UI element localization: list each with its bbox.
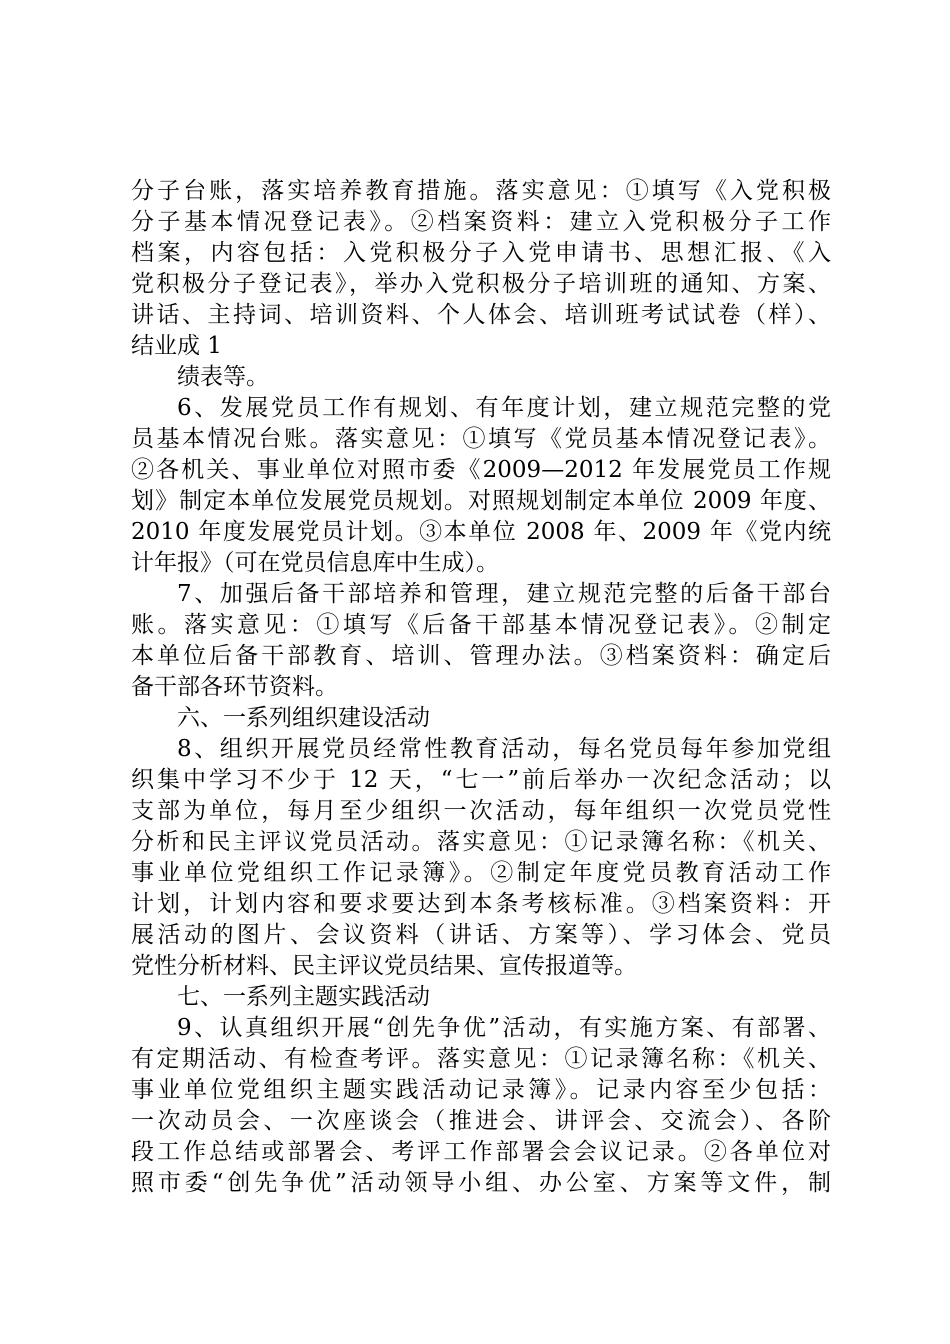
text-line: 计年报》（可在党员信息库中生成）。 (131, 550, 499, 576)
text-line: 绩表等。 (177, 364, 269, 390)
text-line: 7、加强后备干部培养和管理，建立规范完整的后备干部台 (177, 581, 831, 607)
text-line: 分子台账，落实培养教育措施。落实意见：①填写《入党积极 (131, 178, 831, 204)
text-line: 档案，内容包括：入党积极分子入党申请书、思想汇报、《入 (131, 240, 831, 266)
text-line: 备干部各环节资料。 (131, 674, 338, 700)
text-line: ②各机关、事业单位对照市委《2009—2012 年发展党员工作规 (131, 457, 831, 483)
text-line: 员基本情况台账。落实意见：①填写《党员基本情况登记表》。 (131, 426, 831, 452)
text-line: 展活动的图片、会议资料（讲话、方案等）、学习体会、党员 (131, 922, 831, 948)
body-text (131, 176, 831, 1199)
text-line: 段工作总结或部署会、考评工作部署会会议记录。②各单位对 (131, 1139, 831, 1165)
text-line: 2010 年度发展党员计划。③本单位 2008 年、2009 年《党内统 (131, 519, 831, 545)
text-line: 党性分析材料、民主评议党员结果、宣传报道等。 (131, 953, 637, 979)
text-line: 8、组织开展党员经常性教育活动，每名党员每年参加党组 (177, 736, 831, 762)
text-line: 事业单位党组织主题实践活动记录簿》。记录内容至少包括： (131, 1077, 831, 1103)
text-line: 党积极分子登记表》，举办入党积极分子培训班的通知、方案、 (131, 271, 831, 297)
text-line: 分析和民主评议党员活动。落实意见：①记录簿名称：《机关、 (131, 829, 831, 855)
text-line: 本单位后备干部教育、培训、管理办法。③档案资料：确定后 (131, 643, 831, 669)
text-line: 讲话、主持词、培训资料、个人体会、培训班考试试卷（样）、 (131, 302, 831, 328)
text-line: 6、发展党员工作有规划、有年度计划，建立规范完整的党 (177, 395, 831, 421)
text-line: 计划，计划内容和要求要达到本条考核标准。③档案资料：开 (131, 891, 831, 917)
section-heading: 七、一系列主题实践活动 (177, 984, 430, 1010)
text-line: 支部为单位，每月至少组织一次活动，每年组织一次党员党性 (131, 798, 831, 824)
text-line: 划》制定本单位发展党员规划。对照规划制定本单位 2009 年度、 (131, 488, 831, 514)
text-line: 账。落实意见：①填写《后备干部基本情况登记表》。②制定 (131, 612, 831, 638)
text-line: 9、认真组织开展“创先争优”活动，有实施方案、有部署、 (177, 1015, 831, 1041)
section-heading: 六、一系列组织建设活动 (177, 705, 430, 731)
text-line: 结业成 1 (131, 333, 222, 359)
text-line: 一次动员会、一次座谈会（推进会、讲评会、交流会）、各阶 (131, 1108, 831, 1134)
text-line: 照市委“创先争优”活动领导小组、办公室、方案等文件，制 (131, 1170, 831, 1196)
text-line: 织集中学习不少于 12 天，“七一”前后举办一次纪念活动；以 (131, 767, 831, 793)
text-line: 分子基本情况登记表》。②档案资料：建立入党积极分子工作 (131, 209, 831, 235)
text-line: 事业单位党组织工作记录簿》。②制定年度党员教育活动工作 (131, 860, 831, 886)
text-line: 有定期活动、有检查考评。落实意见：①记录簿名称：《机关、 (131, 1046, 831, 1072)
